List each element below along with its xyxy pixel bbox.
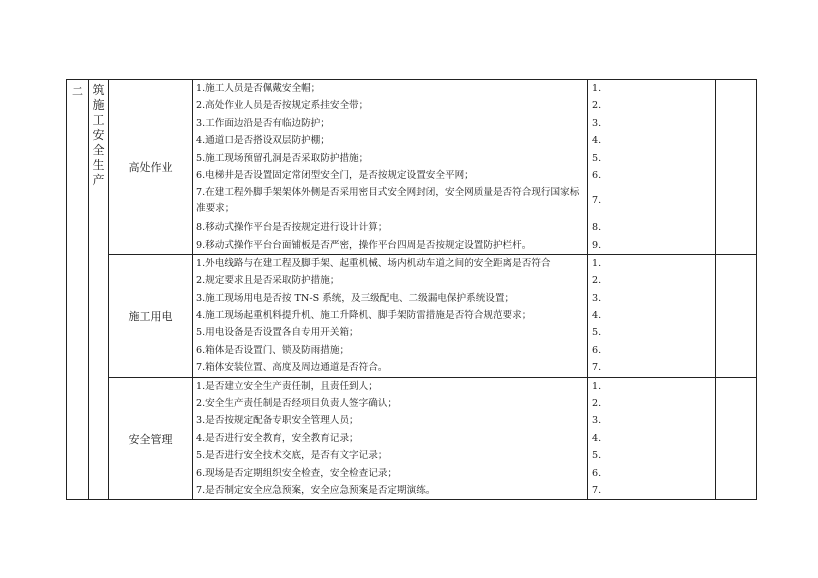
group-items-high-altitude [193,80,588,255]
group-items-safety-management [193,377,588,500]
list-item: 1.施工人员是否佩戴安全帽； [196,83,321,94]
result-item: 7. [592,195,602,207]
section-number: 二 [67,80,89,500]
list-item: 5.是否进行安全技术交底，是否有文字记录； [196,450,388,462]
list-item: 8.移动式操作平台是否按规定进行设计计算； [196,222,388,234]
category-label: 筑 施 工 安 全 生 产 [89,80,109,500]
result-item: 9. [592,239,602,251]
group-title-electricity: 施工用电 [109,254,193,377]
table-row-electricity [67,254,757,377]
list-item: 1.是否建立安全生产责任制，且责任到人； [196,380,378,392]
result-item: 4. [592,135,602,147]
group-items-electricity [193,254,588,377]
result-item: 3. [592,117,602,129]
result-item: 4. [592,310,602,322]
remarks-cell [716,254,757,377]
result-item: 7. [592,485,602,496]
inspection-table [66,79,757,500]
list-item: 6.现场是否定期组织安全检查，安全检查记录； [196,467,398,479]
list-item: 2.安全生产责任制是否经项目负责人签字确认； [196,398,398,410]
list-item: 3.工作面边沿是否有临边防护； [196,117,330,129]
result-item: 5. [592,450,602,462]
group-results-high-altitude [588,80,716,255]
result-item: 1. [592,380,602,392]
remarks-cell [716,80,757,255]
result-item: 2. [592,398,602,410]
result-item: 1. [592,257,602,269]
group-results-safety-management [588,377,716,500]
list-item: 2.高处作业人员是否按规定系挂安全带； [196,100,369,112]
list-item: 3.施工现场用电是否按 TN-S 系统，及三级配电、二级漏电保护系统设置； [196,292,515,304]
remarks-cell [716,377,757,500]
list-item: 4.是否进行安全教育，安全教育记录； [196,432,359,444]
list-item: 6.电梯井是否设置固定常闭型安全门，是否按规定设置安全平网； [196,169,474,181]
list-item: 4.施工现场起重机料提升机、施工升降机、脚手架防雷措施是否符合规范要求； [196,310,532,322]
result-item: 6. [592,344,602,356]
group-title-safety-management: 安全管理 [109,377,193,500]
result-item: 5. [592,327,602,339]
result-item: 4. [592,432,602,444]
result-item: 2. [592,275,602,287]
result-item: 6. [592,169,602,181]
list-item: 5.施工现场预留孔洞是否采取防护措施； [196,152,369,164]
list-item: 6.箱体是否设置门、锁及防雨措施； [196,344,350,356]
result-item: 6. [592,467,602,479]
list-item: 7.是否制定安全应急预案，安全应急预案是否定期演练。 [196,485,436,496]
table-row-high-altitude [67,80,757,255]
result-item: 3. [592,292,602,304]
result-item: 5. [592,152,602,164]
list-item: 5.用电设备是否设置各自专用开关箱； [196,327,359,339]
list-item: 7.箱体安装位置、高度及周边通道是否符合。 [196,362,388,374]
group-results-electricity [588,254,716,377]
result-item: 8. [592,222,602,234]
list-item: 3.是否按规定配备专职安全管理人员； [196,415,359,427]
group-title-high-altitude: 高处作业 [109,80,193,255]
result-item: 3. [592,415,602,427]
table-row-safety-management [67,377,757,500]
list-item: 2.规定要求且是否采取防护措施； [196,275,340,287]
list-item: 9.移动式操作平台台面铺板是否严密，操作平台四周是否按规定设置防护栏杆。 [196,239,532,251]
list-item: 4.通道口是否搭设双层防护棚； [196,135,330,147]
list-item: 1.外电线路与在建工程及脚手架、起重机械、场内机动车道之间的安全距离是否符合 [196,257,551,269]
list-item: 7.在建工程外脚手架架体外侧是否采用密目式安全网封闭，安全网质量是否符合现行国家标准要求； [196,187,580,215]
result-item: 1. [592,83,602,94]
result-item: 7. [592,362,602,374]
result-item: 2. [592,100,602,112]
